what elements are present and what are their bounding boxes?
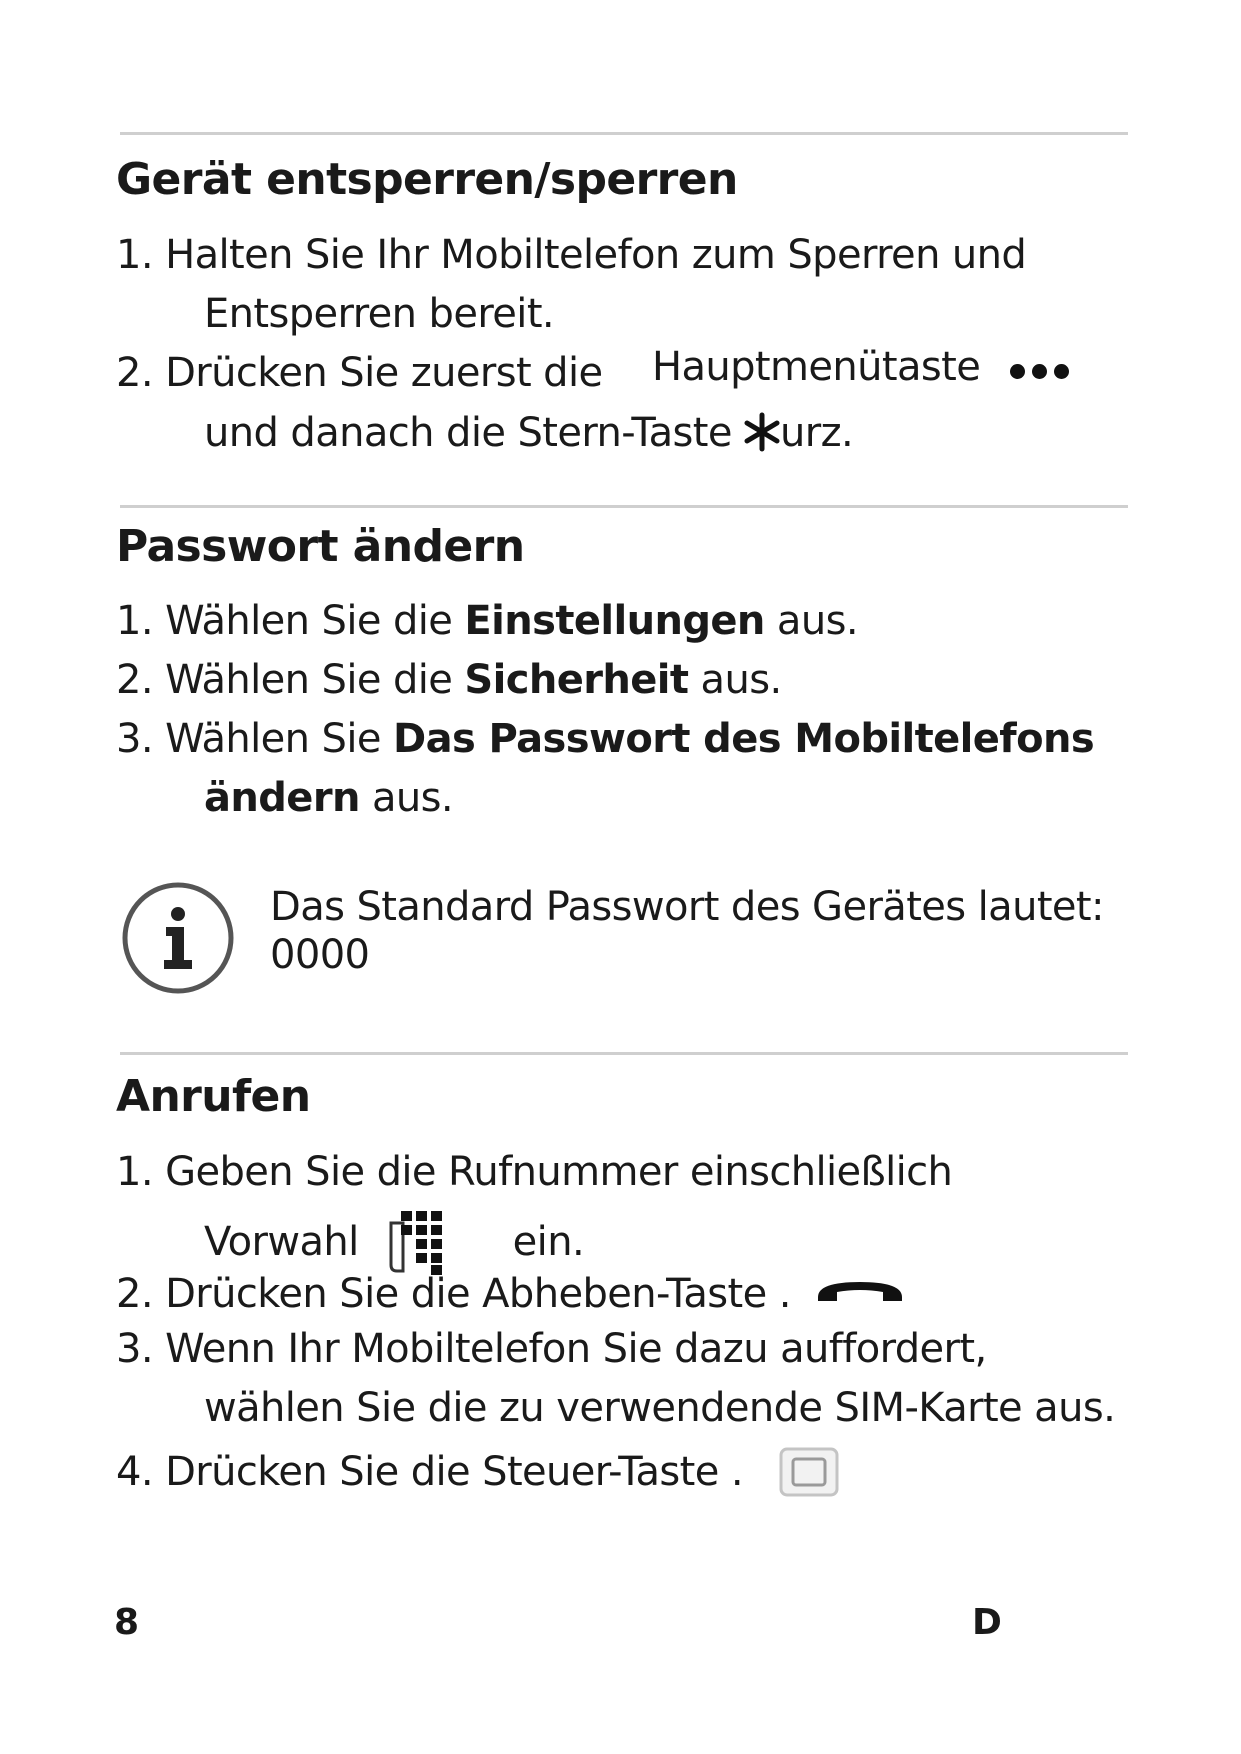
info-note-line: Das Standard Passwort des Gerätes lautet: <box>270 884 1104 930</box>
main-menu-key-label: Hauptmenütaste <box>652 344 981 390</box>
info-icon <box>120 880 236 996</box>
default-password-value: 0000 <box>270 932 370 978</box>
star-key-icon <box>744 412 780 459</box>
step-line: 4. Drücken Sie die Steuer-Taste . <box>116 1447 839 1504</box>
step-line: 1. Halten Sie Ihr Mobiltelefon zum Sperren und <box>116 232 1027 278</box>
step-line-continued: und danach die Stern-Taste urz. <box>204 412 853 459</box>
menu-item-settings: Einstellungen <box>464 598 765 644</box>
control-key-icon <box>779 1447 839 1504</box>
step-line: 2. Wählen Sie die Sicherheit aus. <box>116 657 782 703</box>
step-line-continued: Entsperren bereit. <box>204 291 555 337</box>
menu-item-security: Sicherheit <box>464 657 689 703</box>
step-line: 3. Wählen Sie Das Passwort des Mobiltelefons <box>116 716 1095 762</box>
section-divider <box>120 1052 1128 1055</box>
step-line: 2. Drücken Sie zuerst die <box>116 350 603 396</box>
step-line: 2. Drücken Sie die Abheben-Taste . <box>116 1270 905 1314</box>
step-line: 3. Wenn Ihr Mobiltelefon Sie dazu auffordert, <box>116 1326 987 1372</box>
section-title-password: Passwort ändern <box>116 521 525 572</box>
three-dots-icon <box>1010 364 1074 380</box>
step-line-continued: wählen Sie die zu verwendende SIM-Karte aus. <box>204 1385 1116 1431</box>
step-line: 1. Wählen Sie die Einstellungen aus. <box>116 598 858 644</box>
step-line-continued: Vorwahl ein. <box>204 1211 584 1282</box>
language-marker: D <box>972 1602 1002 1643</box>
section-divider <box>120 132 1128 135</box>
step-line: 1. Geben Sie die Rufnummer einschließlich <box>116 1149 953 1195</box>
menu-item-change-password: Das Passwort des Mobiltelefons <box>392 716 1095 762</box>
handset-icon <box>815 1270 905 1310</box>
section-title-call: Anrufen <box>116 1071 311 1122</box>
page-number: 8 <box>114 1602 140 1643</box>
section-title-unlock: Gerät entsperren/sperren <box>116 154 738 205</box>
step-line-continued: ändern aus. <box>204 775 453 821</box>
section-divider <box>120 505 1128 508</box>
